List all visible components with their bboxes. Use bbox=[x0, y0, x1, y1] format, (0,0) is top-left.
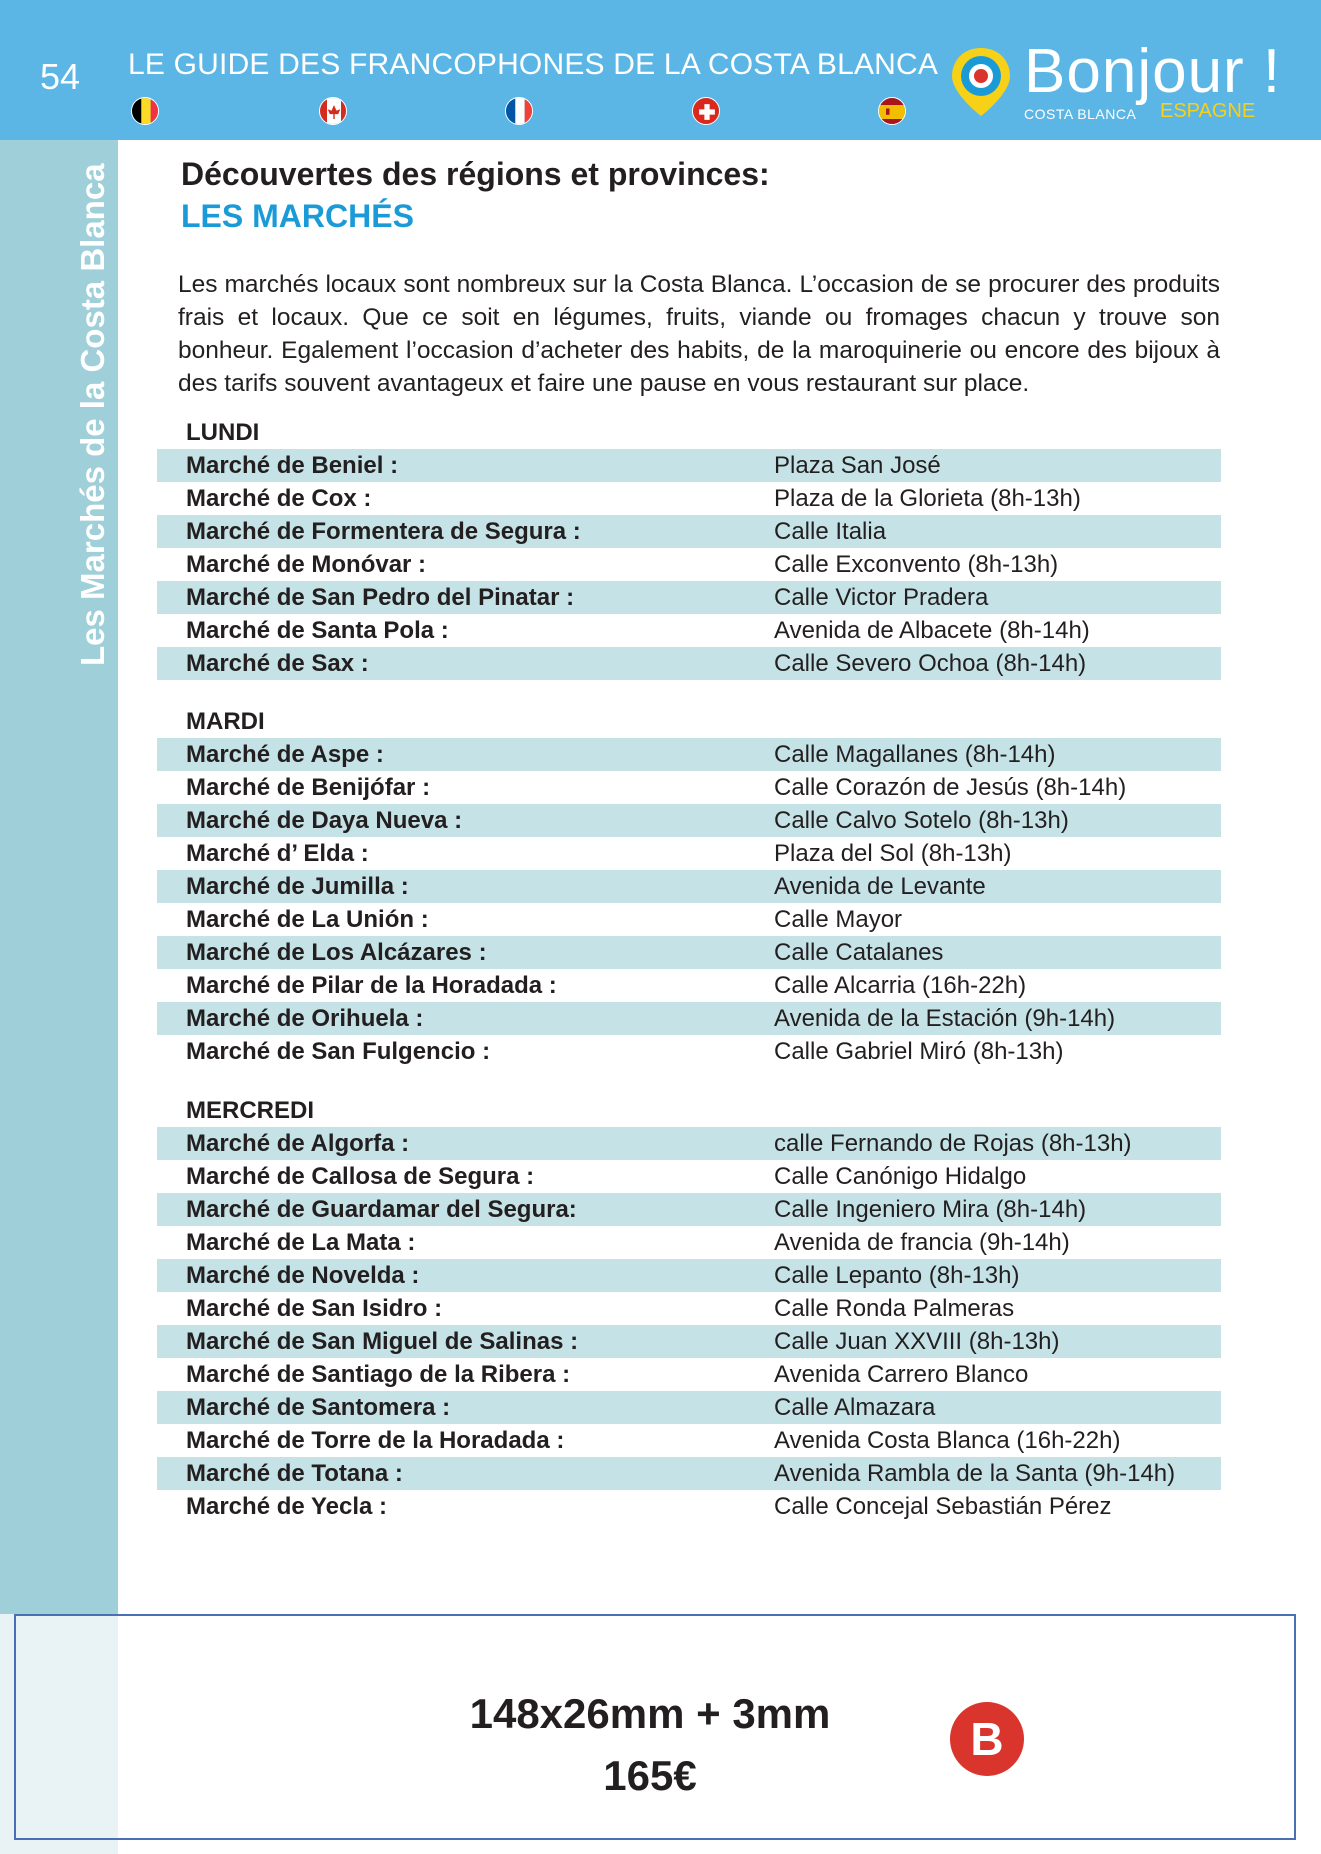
market-place: Avenida Carrero Blanco bbox=[774, 1360, 1029, 1388]
day-label: LUNDI bbox=[186, 419, 260, 446]
market-name: Marché d’ Elda : bbox=[186, 839, 369, 867]
market-name: Marché de Los Alcázares : bbox=[186, 938, 487, 966]
market-row bbox=[157, 1035, 1221, 1068]
ad-price-label: 165€ bbox=[603, 1752, 697, 1799]
market-place: Calle Lepanto (8h-13h) bbox=[774, 1261, 1020, 1289]
market-row bbox=[157, 449, 1221, 482]
day-section-mardi bbox=[157, 705, 1221, 1068]
market-place: Calle Victor Pradera bbox=[774, 583, 989, 611]
market-place: Avenida de Albacete (8h-14h) bbox=[774, 616, 1090, 644]
bonjour-espagne-logo bbox=[948, 37, 1282, 130]
intro-paragraph: Les marchés locaux sont nombreux sur la Costa Blanca. L’occasion de se procurer des produits frais et locaux. Que ce soit en légumes, fruits, viande ou fromages chacun y trouve son bonheur. Egalement l’occasion d’acheter des habits, de la maroquinerie ou encore des bijoux à des tarifs souvent avantageux et faire une pause en vous restaurant sur place. bbox=[178, 271, 1220, 397]
market-place: Calle Severo Ochoa (8h-14h) bbox=[774, 649, 1087, 677]
market-place: Plaza del Sol (8h-13h) bbox=[774, 839, 1012, 867]
location-pin-icon bbox=[948, 44, 1014, 120]
market-row bbox=[157, 1490, 1221, 1523]
market-name: Marché de La Mata : bbox=[186, 1228, 416, 1256]
market-name: Marché de Santomera : bbox=[186, 1393, 451, 1421]
canada-flag-icon bbox=[319, 97, 347, 125]
switzerland-flag-icon bbox=[692, 97, 720, 125]
section-subheading: LES MARCHÉS bbox=[181, 198, 414, 234]
market-name: Marché de Totana : bbox=[186, 1459, 403, 1487]
logo-region: COSTA BLANCA bbox=[1024, 106, 1137, 122]
market-row bbox=[157, 804, 1221, 837]
market-row bbox=[157, 903, 1221, 936]
market-name: Marché de Pilar de la Horadada : bbox=[186, 971, 557, 999]
market-name: Marché de Daya Nueva : bbox=[186, 806, 463, 834]
market-name: Marché de Guardamar del Segura: bbox=[186, 1195, 577, 1223]
market-row bbox=[157, 1424, 1221, 1457]
market-row bbox=[157, 771, 1221, 804]
logo-country: ESPAGNE bbox=[1160, 100, 1256, 122]
market-name: Marché de Callosa de Segura : bbox=[186, 1162, 535, 1190]
market-place: Avenida de la Estación (9h-14h) bbox=[774, 1004, 1116, 1032]
market-place: Calle Concejal Sebastián Pérez bbox=[774, 1492, 1112, 1520]
day-section-lundi bbox=[157, 416, 1221, 680]
page-number: 54 bbox=[40, 56, 81, 97]
market-name: Marché de Santiago de la Ribera : bbox=[186, 1360, 571, 1388]
market-name: Marché de Jumilla : bbox=[186, 872, 409, 900]
market-name: Marché de San Fulgencio : bbox=[186, 1037, 491, 1065]
market-place: Calle Ingeniero Mira (8h-14h) bbox=[774, 1195, 1087, 1223]
market-row bbox=[157, 1193, 1221, 1226]
market-place: Plaza San José bbox=[774, 451, 941, 479]
market-name: Marché de Benijófar : bbox=[186, 773, 431, 801]
market-place: Calle Exconvento (8h-13h) bbox=[774, 550, 1059, 578]
market-place: Calle Gabriel Miró (8h-13h) bbox=[774, 1037, 1064, 1065]
market-place: Calle Catalanes bbox=[774, 938, 944, 966]
market-row bbox=[157, 1002, 1221, 1035]
market-name: Marché de San Pedro del Pinatar : bbox=[186, 583, 575, 611]
market-name: Marché de Sax : bbox=[186, 649, 369, 677]
logo-brand: Bonjour ! bbox=[1024, 37, 1282, 106]
market-place: Calle Almazara bbox=[774, 1393, 936, 1421]
page-header bbox=[0, 0, 1321, 140]
market-place: Calle Italia bbox=[774, 517, 887, 545]
market-row bbox=[157, 1160, 1221, 1193]
market-place: Calle Mayor bbox=[774, 905, 903, 933]
market-place: Calle Calvo Sotelo (8h-13h) bbox=[774, 806, 1069, 834]
day-label: MARDI bbox=[186, 708, 265, 735]
sidebar-vertical-title: Les Marchés de la Costa Blanca bbox=[74, 163, 111, 666]
market-name: Marché de Yecla : bbox=[186, 1492, 387, 1520]
market-place: Avenida de Levante bbox=[774, 872, 986, 900]
market-name: Marché de San Miguel de Salinas : bbox=[186, 1327, 579, 1355]
market-row bbox=[157, 548, 1221, 581]
france-flag-icon bbox=[505, 97, 533, 125]
market-row bbox=[157, 1457, 1221, 1490]
market-row bbox=[157, 1259, 1221, 1292]
market-place: Calle Alcarria (16h-22h) bbox=[774, 971, 1027, 999]
market-row bbox=[157, 837, 1221, 870]
market-row bbox=[157, 1391, 1221, 1424]
market-place: Avenida de francia (9h-14h) bbox=[774, 1228, 1070, 1256]
market-name: Marché de Monóvar : bbox=[186, 550, 427, 578]
market-row bbox=[157, 647, 1221, 680]
market-name: Marché de Beniel : bbox=[186, 451, 399, 479]
market-place: Calle Magallanes (8h-14h) bbox=[774, 740, 1056, 768]
market-row bbox=[157, 1325, 1221, 1358]
market-row bbox=[157, 1358, 1221, 1391]
market-place: calle Fernando de Rojas (8h-13h) bbox=[774, 1129, 1132, 1157]
ad-size-label: 148x26mm + 3mm bbox=[469, 1690, 831, 1737]
market-name: Marché de Cox : bbox=[186, 484, 372, 512]
market-place: Calle Canónigo Hidalgo bbox=[774, 1162, 1027, 1190]
market-row bbox=[157, 515, 1221, 548]
market-row bbox=[157, 969, 1221, 1002]
market-place: Avenida Costa Blanca (16h-22h) bbox=[774, 1426, 1121, 1454]
market-name: Marché de Santa Pola : bbox=[186, 616, 449, 644]
market-row bbox=[157, 614, 1221, 647]
ad-format-badge: B bbox=[950, 1702, 1024, 1776]
belgium-flag-icon bbox=[131, 97, 159, 125]
guide-title: LE GUIDE DES FRANCOPHONES DE LA COSTA BLANCA bbox=[128, 48, 939, 81]
market-row bbox=[157, 581, 1221, 614]
market-name: Marché de La Unión : bbox=[186, 905, 429, 933]
day-label: MERCREDI bbox=[186, 1097, 315, 1124]
market-row bbox=[157, 936, 1221, 969]
market-row bbox=[157, 1292, 1221, 1325]
spain-flag-icon bbox=[878, 97, 906, 125]
market-place: Calle Ronda Palmeras bbox=[774, 1294, 1015, 1322]
market-row bbox=[157, 482, 1221, 515]
market-name: Marché de Algorfa : bbox=[186, 1129, 410, 1157]
market-row bbox=[157, 1127, 1221, 1160]
section-heading: Découvertes des régions et provinces: bbox=[181, 156, 770, 192]
day-section-mercredi bbox=[157, 1094, 1221, 1523]
market-name: Marché de Formentera de Segura : bbox=[186, 517, 581, 545]
market-row bbox=[157, 1226, 1221, 1259]
market-name: Marché de Orihuela : bbox=[186, 1004, 424, 1032]
market-row bbox=[157, 870, 1221, 903]
market-place: Calle Juan XXVIII (8h-13h) bbox=[774, 1327, 1060, 1355]
market-place: Plaza de la Glorieta (8h-13h) bbox=[774, 484, 1081, 512]
market-name: Marché de San Isidro : bbox=[186, 1294, 443, 1322]
market-name: Marché de Aspe : bbox=[186, 740, 384, 768]
market-name: Marché de Torre de la Horadada : bbox=[186, 1426, 565, 1454]
market-place: Avenida Rambla de la Santa (9h-14h) bbox=[774, 1459, 1176, 1487]
market-row bbox=[157, 738, 1221, 771]
market-name: Marché de Novelda : bbox=[186, 1261, 420, 1289]
market-place: Calle Corazón de Jesús (8h-14h) bbox=[774, 773, 1127, 801]
